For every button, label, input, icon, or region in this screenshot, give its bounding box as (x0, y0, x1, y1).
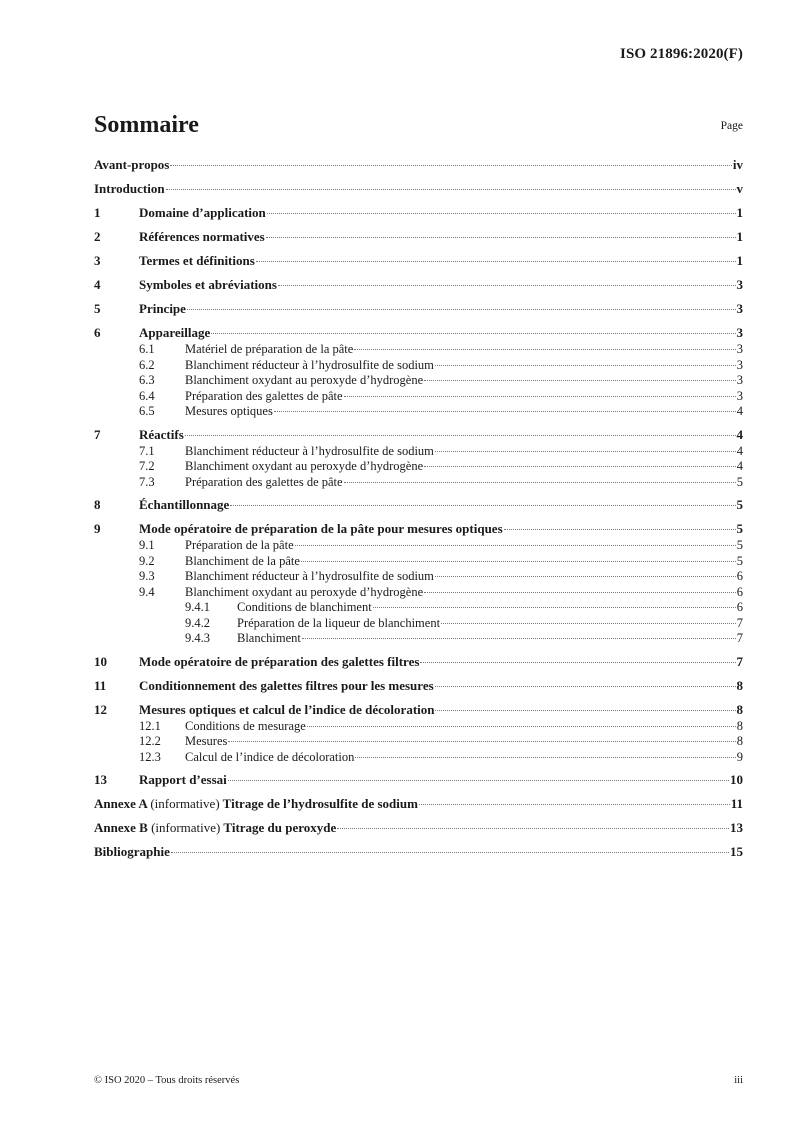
dot-leader (274, 411, 736, 412)
toc-entry-title-text: Termes et définitions (139, 253, 255, 268)
toc-entry-number: 6.3 (139, 373, 155, 387)
toc-entry-page: 5 (736, 497, 743, 512)
toc-entry-title (185, 358, 434, 374)
toc-entry-number: 9.4.3 (185, 631, 210, 645)
toc-entry-title-text: Avant-propos (94, 157, 170, 172)
toc-entry-page: 4 (736, 404, 743, 418)
toc-entry-title-text: Préparation de la pâte (185, 538, 294, 552)
toc-entry-title-text: Conditionnement des galettes filtres pour les mesures (139, 677, 434, 693)
toc-entry-page: 6 (736, 584, 743, 599)
toc-entry-title (139, 677, 434, 695)
toc-entry-page: 1 (736, 229, 743, 244)
toc-entry[interactable] (94, 554, 743, 570)
toc-entry-title (237, 616, 440, 632)
toc-entry-title-text: Bibliographie (94, 844, 170, 859)
toc-entry-page: 10 (730, 772, 743, 787)
toc-entry[interactable] (94, 180, 743, 198)
toc-entry-page: 4 (736, 426, 743, 442)
toc-entry-title (185, 585, 423, 601)
toc-entry-title-text: Réactifs (139, 426, 184, 442)
toc-entry-number: 8 (94, 497, 101, 512)
toc-entry-title (237, 600, 372, 616)
toc-entry[interactable] (94, 404, 743, 420)
toc-entry[interactable] (94, 459, 743, 475)
toc-entry-page: 7 (736, 653, 743, 669)
toc-entry-page: 6 (736, 569, 743, 583)
toc-entry-title (94, 795, 418, 813)
dot-leader (419, 804, 730, 805)
toc-entry-page: 5 (736, 521, 743, 536)
toc-entry-title (94, 843, 170, 861)
toc-entry-page: 8 (736, 677, 743, 693)
toc-entry-number: 12 (94, 701, 107, 717)
toc-entry-title-text: Mode opératoire de préparation des galettes filtres (139, 653, 420, 669)
toc-entry-page: 5 (736, 553, 743, 568)
toc-entry-title (139, 276, 277, 294)
toc-entry-page: 7 (736, 631, 743, 645)
toc-entry-title-text: Échantillonnage (139, 497, 230, 512)
toc-entry[interactable] (94, 653, 743, 671)
dot-leader (435, 686, 736, 687)
toc-entry[interactable] (94, 677, 743, 695)
toc-entry-page: 7 (736, 615, 743, 630)
toc-entry-page: 4 (736, 459, 743, 473)
dot-leader (424, 592, 736, 593)
dot-leader (435, 576, 736, 577)
toc-entry-title-text: Blanchiment réducteur à l’hydrosulfite de sodium (185, 569, 434, 583)
toc-entry-title (139, 426, 184, 444)
toc-entry[interactable] (94, 819, 743, 837)
toc-entry-title-text: Principe (139, 301, 186, 316)
toc-entry-page: v (736, 181, 743, 196)
toc-entry-title (94, 819, 336, 837)
toc-entry-page: 11 (730, 796, 743, 811)
toc-entry-title-text: Matériel de préparation de la pâte (185, 342, 354, 356)
dot-leader (424, 466, 736, 467)
toc-entry-page: 5 (736, 474, 743, 489)
toc-entry-title-text: Blanchiment oxydant au peroxyde d’hydrogène (185, 459, 424, 473)
dot-leader (344, 396, 736, 397)
toc-entry-title-text: Blanchiment de la pâte (185, 553, 300, 568)
toc-entry-title (139, 520, 503, 538)
toc-entry-number: 13 (94, 772, 107, 787)
toc-entry[interactable] (94, 771, 743, 789)
dot-leader (295, 545, 736, 546)
footer-copyright: © ISO 2020 – Tous droits réservés (94, 1075, 240, 1086)
dot-leader (211, 333, 735, 334)
toc-entry-page: 1 (736, 205, 743, 220)
toc-entry-title (185, 373, 423, 389)
dot-leader (435, 365, 736, 366)
toc-entry-number: 6.5 (139, 404, 155, 418)
toc-entry-title (185, 459, 423, 475)
toc-entry-title-text: Mesures optiques et calcul de l’indice de décoloration (139, 701, 435, 717)
toc-entry-page: 8 (736, 734, 743, 748)
toc-entry-title-text: Préparation des galettes de pâte (185, 388, 343, 403)
toc-entry-title (139, 300, 186, 318)
toc-entry-title (185, 569, 434, 585)
toc-entry-title-text: Blanchiment (237, 631, 301, 645)
toc-entry[interactable] (94, 373, 743, 389)
toc-entry-title (185, 538, 294, 554)
table-of-contents (94, 156, 743, 861)
toc-entry-number: 10 (94, 653, 107, 669)
toc-entry-title (185, 404, 273, 420)
toc-entry-title-text: Préparation de la liqueur de blanchiment (237, 615, 441, 630)
toc-entry-annex-note: (informative) (150, 796, 220, 811)
toc-entry-number: 1 (94, 205, 101, 220)
toc-entry-page: 3 (736, 325, 743, 340)
toc-entry-title (185, 444, 434, 460)
toc-entry-title-text: Appareillage (139, 325, 211, 340)
dot-leader (166, 189, 736, 190)
toc-entry[interactable] (94, 342, 743, 358)
toc-entry-number: 9.4.1 (185, 600, 210, 614)
toc-entry-annex-subtitle: Titrage de l’hydrosulfite de sodium (222, 796, 418, 811)
toc-entry-page: 3 (736, 301, 743, 316)
toc-entry[interactable] (94, 389, 743, 405)
toc-entry-title-text: Introduction (94, 181, 165, 196)
toc-entry-number: 6 (94, 325, 101, 340)
toc-entry-page: 1 (736, 253, 743, 268)
dot-leader (435, 710, 735, 711)
toc-entry-title-text: Blanchiment réducteur à l’hydrosulfite de sodium (185, 357, 434, 372)
toc-entry[interactable] (94, 569, 743, 585)
dot-leader (256, 261, 736, 262)
toc-entry-title (185, 342, 353, 358)
toc-entry-number: 9.4.2 (185, 615, 210, 630)
toc-entry-title (94, 180, 165, 198)
toc-entry[interactable] (94, 444, 743, 460)
dot-leader (337, 828, 729, 829)
toc-entry-title (185, 734, 227, 750)
toc-entry[interactable] (94, 585, 743, 601)
dot-leader (355, 757, 735, 758)
toc-entry-page: 5 (736, 538, 743, 552)
toc-entry[interactable] (94, 276, 743, 294)
toc-entry[interactable] (94, 795, 743, 813)
toc-entry-title-text: Préparation des galettes de pâte (185, 474, 343, 489)
toc-entry-title (139, 252, 255, 270)
toc-entry[interactable] (94, 252, 743, 270)
toc-entry-title-text: Blanchiment oxydant au peroxyde d’hydrogène (185, 373, 424, 387)
toc-entry-title-text: Conditions de blanchiment (237, 600, 372, 614)
dot-leader (278, 285, 736, 286)
dot-leader (424, 380, 736, 381)
toc-entry-number: 3 (94, 253, 101, 268)
toc-entry-annex-note: (informative) (151, 820, 221, 835)
dot-leader (187, 309, 736, 310)
toc-entry[interactable] (94, 616, 743, 632)
toc-entry-number: 6.4 (139, 388, 155, 403)
toc-entry-number: 7.1 (139, 443, 155, 458)
toc-entry[interactable] (94, 358, 743, 374)
toc-entry-title (139, 496, 229, 514)
toc-entry-page: 6 (736, 600, 743, 614)
toc-entry[interactable] (94, 843, 743, 861)
toc-entry-page: 8 (736, 718, 743, 733)
toc-entry-number: 12.1 (139, 718, 161, 733)
toc-entry[interactable] (94, 600, 743, 616)
dot-leader (354, 349, 735, 350)
dot-leader (504, 529, 736, 530)
toc-entry-number: 12.2 (139, 734, 161, 748)
toc-entry-title-text: Références normatives (139, 229, 265, 244)
toc-entry-title (237, 631, 301, 647)
toc-entry-title-text: Mesures (185, 734, 228, 748)
toc-entry-page: 3 (736, 373, 743, 387)
toc-entry[interactable] (94, 496, 743, 514)
dot-leader (185, 435, 736, 436)
toc-entry-number: 7.3 (139, 474, 155, 489)
toc-entry-page: 3 (736, 342, 743, 356)
toc-entry-title (139, 771, 227, 789)
toc-entry-page: 8 (736, 701, 743, 717)
toc-entry-title (139, 228, 265, 246)
toc-entry-number: 6.1 (139, 342, 155, 356)
toc-entry-number: 9.4 (139, 584, 155, 599)
toc-entry[interactable] (94, 538, 743, 554)
toc-entry-title (185, 719, 306, 735)
toc-entry[interactable] (94, 204, 743, 222)
toc-entry-title-text: Conditions de mesurage (185, 718, 306, 733)
toc-entry-page: 3 (736, 388, 743, 403)
dot-leader (266, 237, 736, 238)
toc-entry-number: 5 (94, 301, 101, 316)
toc-entry-number: 7.2 (139, 459, 155, 473)
dot-leader (267, 213, 736, 214)
toc-entry-annex-subtitle: Titrage du peroxyde (223, 820, 337, 835)
toc-entry-title-text: Mesures optiques (185, 404, 273, 418)
toc-entry-title-text: Rapport d’essai (139, 772, 227, 787)
dot-leader (228, 780, 729, 781)
toc-entry[interactable] (94, 750, 743, 766)
dot-leader (441, 623, 736, 624)
toc-entry-title-text: Domaine d’application (139, 205, 266, 220)
toc-entry-title-text: Annexe B (94, 820, 148, 835)
toc-entry-page: 3 (736, 357, 743, 372)
toc-title: Sommaire (94, 112, 199, 138)
page-column-label: Page (720, 120, 743, 132)
dot-leader (373, 607, 736, 608)
toc-entry[interactable] (94, 324, 743, 342)
toc-entry-title (139, 701, 434, 719)
toc-entry-number: 9.1 (139, 538, 155, 552)
toc-entry[interactable] (94, 631, 743, 647)
toc-entry-number: 2 (94, 229, 101, 244)
toc-entry-title-text: Calcul de l’indice de décoloration (185, 749, 355, 764)
toc-entry-title (139, 324, 210, 342)
document-id: ISO 21896:2020(F) (620, 46, 743, 62)
toc-entry-title-text: Symboles et abréviations (139, 277, 277, 292)
toc-entry[interactable] (94, 300, 743, 318)
dot-leader (230, 505, 735, 506)
toc-entry[interactable] (94, 156, 743, 174)
dot-leader (228, 741, 735, 742)
dot-leader (302, 638, 736, 639)
dot-leader (420, 662, 735, 663)
toc-entry-page: 9 (736, 749, 743, 764)
toc-entry-title (185, 475, 343, 491)
toc-entry[interactable] (94, 426, 743, 444)
toc-entry-title (185, 389, 343, 405)
toc-entry[interactable] (94, 520, 743, 538)
toc-entry-page: iv (732, 157, 743, 172)
toc-entry-page: 3 (736, 277, 743, 292)
toc-entry-page: 15 (730, 844, 743, 859)
dot-leader (344, 482, 736, 483)
dot-leader (171, 852, 729, 853)
toc-entry-number: 7 (94, 426, 101, 442)
toc-entry[interactable] (94, 228, 743, 246)
toc-entry[interactable] (94, 734, 743, 750)
toc-entry-title (185, 750, 354, 766)
toc-entry-page: 13 (730, 820, 743, 835)
toc-entry-title (139, 204, 266, 222)
toc-entry-number: 4 (94, 277, 101, 292)
dot-leader (301, 561, 736, 562)
toc-entry-page: 4 (736, 443, 743, 458)
toc-entry[interactable] (94, 475, 743, 491)
toc-entry-number: 9.3 (139, 569, 155, 583)
toc-entry[interactable] (94, 701, 743, 719)
toc-entry-number: 11 (94, 677, 107, 693)
toc-entry-title-text: Mode opératoire de préparation de la pâte pour mesures optiques (139, 521, 503, 536)
toc-entry-number: 9 (94, 521, 101, 536)
toc-entry-number: 12.3 (139, 749, 161, 764)
toc-entry-title (94, 156, 169, 174)
toc-entry-title (185, 554, 300, 570)
dot-leader (435, 451, 736, 452)
toc-entry-number: 6.2 (139, 357, 155, 372)
toc-entry-title (139, 653, 419, 671)
toc-entry-title-text: Blanchiment réducteur à l’hydrosulfite de sodium (185, 443, 434, 458)
dot-leader (307, 726, 736, 727)
toc-entry[interactable] (94, 719, 743, 735)
toc-entry-title-text: Annexe A (94, 796, 148, 811)
toc-entry-title-text: Blanchiment oxydant au peroxyde d’hydrogène (185, 584, 424, 599)
toc-entry-number: 9.2 (139, 553, 155, 568)
footer-page-number: iii (734, 1075, 743, 1086)
dot-leader (170, 165, 732, 166)
